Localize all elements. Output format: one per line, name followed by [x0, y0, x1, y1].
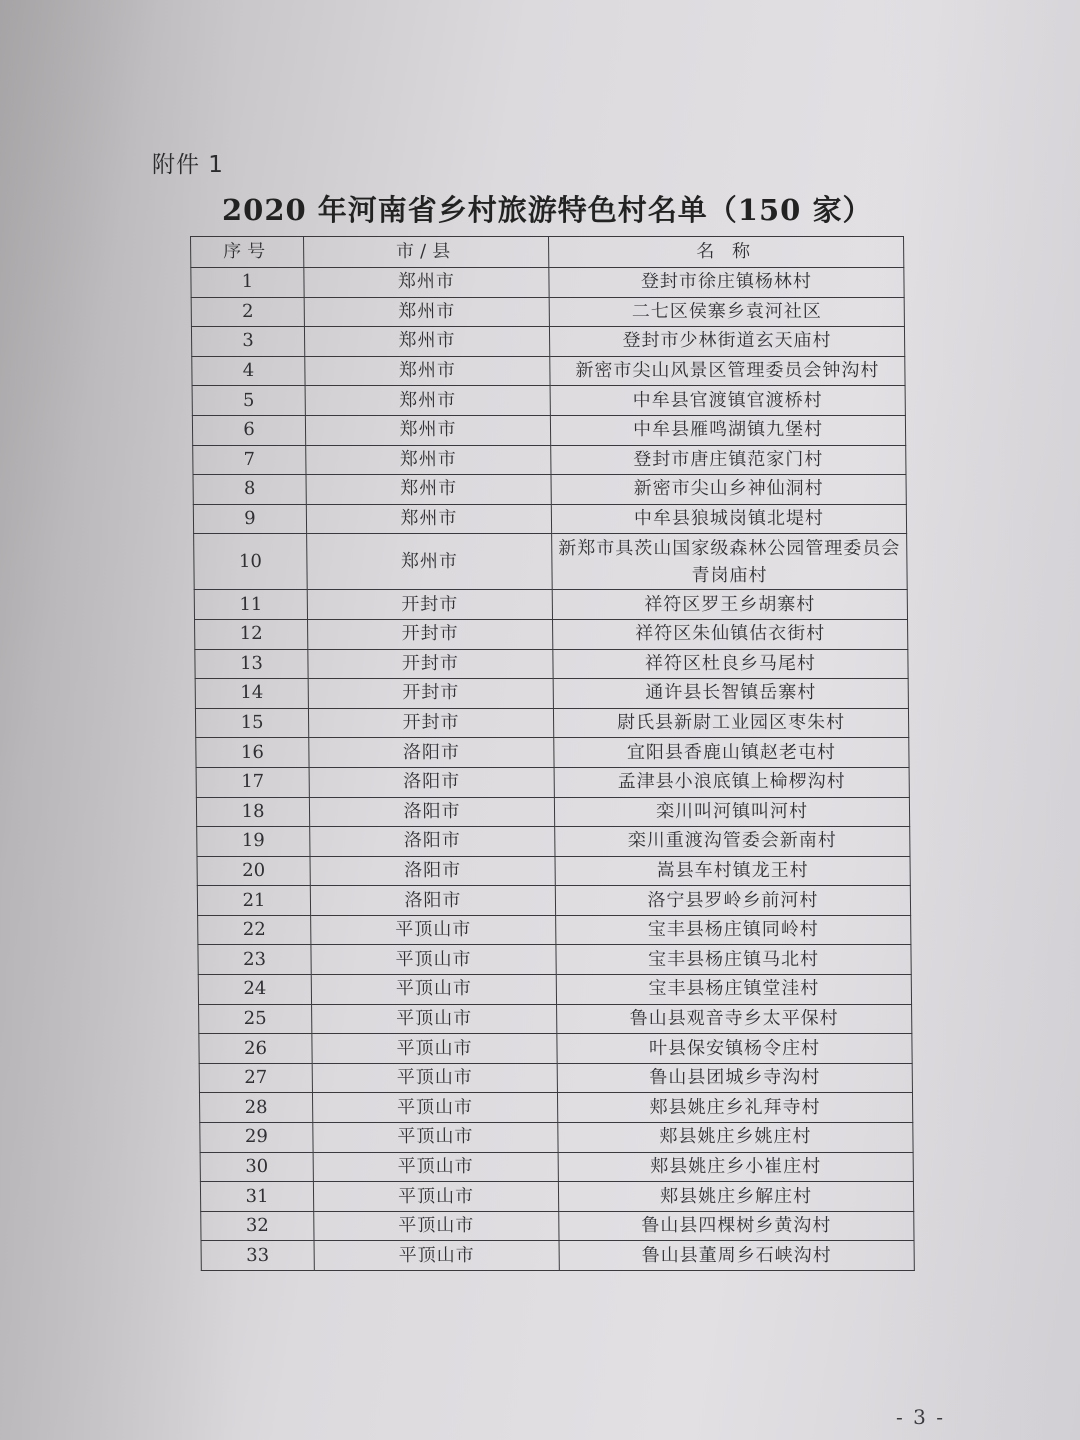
row-city: 洛阳市 [309, 738, 554, 768]
table-row [195, 649, 908, 679]
table-row [200, 1152, 913, 1182]
table-row [199, 1004, 912, 1034]
table-row [198, 915, 911, 945]
row-number: 33 [201, 1241, 314, 1271]
row-city: 平顶山市 [311, 915, 556, 945]
row-city: 平顶山市 [312, 1063, 557, 1093]
row-village-name: 宝丰县杨庄镇马北村 [556, 945, 911, 975]
row-number: 11 [194, 590, 307, 620]
table-row [198, 945, 911, 975]
header-city: 市/县 [304, 237, 549, 268]
row-city: 洛阳市 [310, 886, 555, 916]
table-row [199, 1034, 912, 1064]
table-row [200, 1123, 913, 1153]
table-row [195, 619, 908, 649]
row-village-name: 祥符区罗王乡胡寨村 [552, 590, 907, 620]
row-number: 19 [197, 827, 310, 857]
table-row [192, 386, 905, 416]
table-row [197, 886, 910, 916]
table-row [191, 327, 904, 357]
table-row [192, 415, 905, 445]
row-city: 开封市 [308, 708, 553, 738]
row-village-name: 尉氏县新尉工业园区枣朱村 [553, 708, 908, 738]
row-village-name: 登封市少林街道玄天庙村 [549, 327, 904, 357]
row-village-name: 鲁山县四棵树乡黄沟村 [559, 1211, 914, 1241]
table-row [200, 1182, 913, 1212]
row-number: 18 [196, 797, 309, 827]
table-row [198, 975, 911, 1005]
row-village-name: 鲁山县团城乡寺沟村 [557, 1063, 912, 1093]
row-village-name: 郏县姚庄乡姚庄村 [558, 1123, 913, 1153]
row-number: 20 [197, 856, 310, 886]
row-number: 21 [197, 886, 310, 916]
row-number: 17 [196, 767, 309, 797]
row-city: 平顶山市 [312, 1093, 557, 1123]
row-village-name: 中牟县雁鸣湖镇九堡村 [550, 415, 905, 445]
row-village-name: 通许县长智镇岳寨村 [553, 679, 908, 709]
table-row [201, 1241, 914, 1271]
row-city: 洛阳市 [309, 797, 554, 827]
annex-label: 附件 1 [152, 152, 224, 178]
row-village-name: 郏县姚庄乡解庄村 [558, 1182, 913, 1212]
table-row [199, 1093, 912, 1123]
row-city: 平顶山市 [313, 1152, 558, 1182]
table-row [193, 504, 906, 534]
row-village-name: 郏县姚庄乡小崔庄村 [558, 1152, 913, 1182]
row-number: 22 [198, 915, 311, 945]
table-row [195, 679, 908, 709]
header-name: 名 称 [549, 237, 904, 268]
table-row [194, 590, 907, 620]
row-number: 28 [199, 1093, 312, 1123]
table-row [193, 445, 906, 475]
table-row [192, 356, 905, 386]
header-number: 序号 [191, 237, 304, 268]
table-body [191, 268, 915, 1271]
row-number: 1 [191, 268, 304, 298]
row-village-name: 鲁山县观音寺乡太平保村 [557, 1004, 912, 1034]
row-city: 郑州市 [306, 445, 551, 475]
row-city: 开封市 [308, 619, 553, 649]
table-row [197, 827, 910, 857]
row-village-name: 祥符区朱仙镇估衣街村 [553, 619, 908, 649]
row-village-name: 二七区侯寨乡袁河社区 [549, 297, 904, 327]
row-number: 2 [191, 297, 304, 327]
row-city: 郑州市 [304, 268, 549, 298]
table-row [196, 738, 909, 768]
row-number: 23 [198, 945, 311, 975]
table-row [195, 708, 908, 738]
table-row [193, 475, 906, 505]
row-city: 平顶山市 [312, 1034, 557, 1064]
row-number: 4 [192, 356, 305, 386]
row-city: 平顶山市 [313, 1123, 558, 1153]
row-city: 平顶山市 [312, 1004, 557, 1034]
row-city: 平顶山市 [311, 975, 556, 1005]
table-row [201, 1211, 914, 1241]
row-city: 郑州市 [306, 504, 551, 534]
row-number: 3 [191, 327, 304, 357]
page-title: 2020 年河南省乡村旅游特色村名单（150 家） [222, 193, 873, 227]
row-number: 26 [199, 1034, 312, 1064]
row-village-name: 宝丰县杨庄镇堂洼村 [556, 975, 911, 1005]
row-village-name: 新密市尖山风景区管理委员会钟沟村 [550, 356, 905, 386]
row-village-name: 孟津县小浪底镇上椧椤沟村 [554, 767, 909, 797]
row-number: 25 [199, 1004, 312, 1034]
table-row [197, 856, 910, 886]
village-list-table [190, 236, 915, 1271]
row-village-name: 宜阳县香鹿山镇赵老屯村 [554, 738, 909, 768]
row-number: 9 [193, 504, 306, 534]
row-village-name: 洛宁县罗岭乡前河村 [555, 886, 910, 916]
row-village-name: 郏县姚庄乡礼拜寺村 [557, 1093, 912, 1123]
row-number: 27 [199, 1063, 312, 1093]
row-village-name: 宝丰县杨庄镇同岭村 [556, 915, 911, 945]
row-city: 郑州市 [304, 327, 549, 357]
row-city: 洛阳市 [310, 856, 555, 886]
row-city: 郑州市 [305, 356, 550, 386]
row-city: 郑州市 [305, 415, 550, 445]
row-village-name: 叶县保安镇杨令庄村 [557, 1034, 912, 1064]
table-row [191, 297, 904, 327]
row-city: 郑州市 [307, 534, 553, 590]
row-village-name: 新郑市具茨山国家级森林公园管理委员会青岗庙村 [552, 534, 908, 590]
row-village-name: 登封市徐庄镇杨林村 [549, 268, 904, 298]
row-village-name: 祥符区杜良乡马尾村 [553, 649, 908, 679]
row-village-name: 栾川重渡沟管委会新南村 [555, 827, 910, 857]
row-number: 5 [192, 386, 305, 416]
row-city: 开封市 [308, 649, 553, 679]
row-village-name: 鲁山县董周乡石峡沟村 [559, 1241, 914, 1271]
table-row [196, 797, 909, 827]
row-number: 15 [195, 708, 308, 738]
row-city: 平顶山市 [313, 1182, 558, 1212]
table-header-row [191, 237, 904, 268]
row-city: 平顶山市 [314, 1211, 559, 1241]
row-number: 14 [195, 679, 308, 709]
row-number: 32 [201, 1211, 314, 1241]
row-number: 16 [196, 738, 309, 768]
table-row [196, 767, 909, 797]
row-number: 30 [200, 1152, 313, 1182]
row-number: 8 [193, 475, 306, 505]
row-number: 29 [200, 1123, 313, 1153]
row-city: 郑州市 [306, 475, 551, 505]
row-city: 开封市 [308, 679, 553, 709]
row-number: 10 [194, 534, 308, 590]
row-village-name: 中牟县狼城岗镇北堤村 [551, 504, 906, 534]
row-city: 开封市 [307, 590, 552, 620]
row-city: 洛阳市 [310, 827, 555, 857]
row-number: 31 [200, 1182, 313, 1212]
table-row [191, 268, 904, 298]
page-number: - 3 - [896, 1405, 945, 1429]
row-number: 12 [195, 619, 308, 649]
table-row [194, 534, 908, 590]
row-city: 平顶山市 [314, 1241, 559, 1271]
row-number: 13 [195, 649, 308, 679]
row-number: 24 [198, 975, 311, 1005]
row-village-name: 嵩县车村镇龙王村 [555, 856, 910, 886]
row-number: 7 [193, 445, 306, 475]
row-city: 郑州市 [305, 386, 550, 416]
row-village-name: 登封市唐庄镇范家门村 [551, 445, 906, 475]
row-village-name: 栾川叫河镇叫河村 [554, 797, 909, 827]
row-village-name: 中牟县官渡镇官渡桥村 [550, 386, 905, 416]
row-city: 平顶山市 [311, 945, 556, 975]
row-city: 郑州市 [304, 297, 549, 327]
row-number: 6 [192, 415, 305, 445]
table-row [199, 1063, 912, 1093]
row-city: 洛阳市 [309, 767, 554, 797]
row-village-name: 新密市尖山乡神仙洞村 [551, 475, 906, 505]
